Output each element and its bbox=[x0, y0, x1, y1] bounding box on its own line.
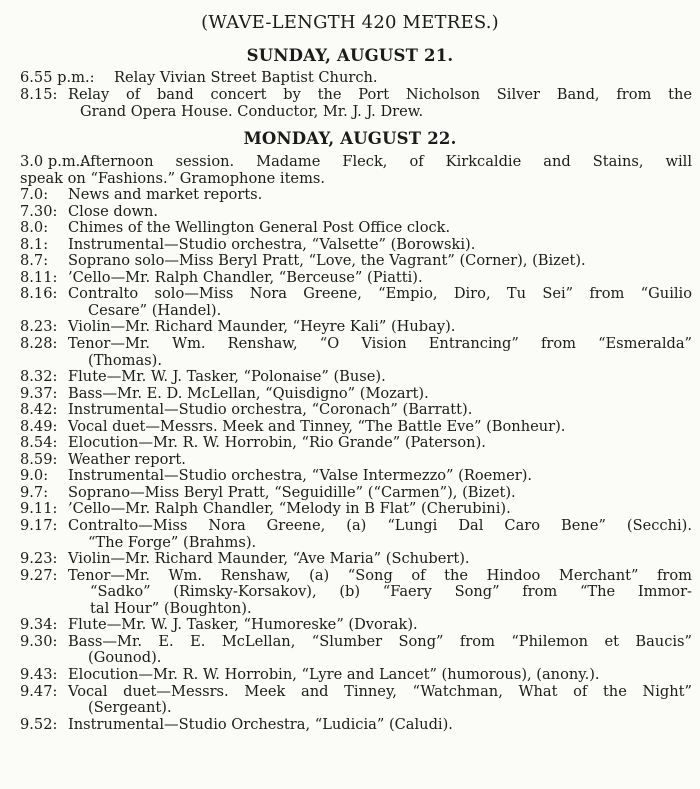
item-time: 8.28: bbox=[20, 335, 58, 353]
monday-schedule-item bbox=[0, 684, 700, 717]
item-text-line: Relay of band concert by the Port Nicholson Silver Band, from the bbox=[68, 85, 692, 103]
item-text-line: Elocution—Mr. R. W. Horrobin, “Lyre and Lancet” (humorous), (anony.). bbox=[68, 665, 600, 683]
item-text-line: “Sadko” (Rimsky-Korsakov), (b) “Faery Song” from “The Immor- bbox=[90, 583, 692, 601]
item-time: 8.16: bbox=[20, 285, 58, 303]
item-text-line: Violin—Mr. Richard Maunder, “Ave Maria” (Schubert). bbox=[68, 550, 470, 568]
monday-schedule-item bbox=[0, 485, 700, 502]
item-text-line: Afternoon session. Madame Fleck, of Kirkcaldie and Stains, will bbox=[80, 153, 692, 170]
monday-schedule-item bbox=[0, 286, 700, 319]
item-time: 9.52: bbox=[20, 715, 58, 733]
item-text-line: Instrumental—Studio orchestra, “Coronach” (Barratt). bbox=[68, 401, 473, 419]
item-time: 9.34: bbox=[20, 616, 58, 634]
item-time: 9.11: bbox=[20, 500, 58, 518]
item-time: 8.49: bbox=[20, 417, 58, 435]
monday-schedule-item bbox=[0, 518, 700, 551]
item-text-line: Instrumental—Studio orchestra, “Valsette” (Borowski). bbox=[68, 235, 476, 253]
item-description bbox=[0, 717, 692, 734]
item-text-line: Instrumental—Studio Orchestra, “Ludicia” (Caludi). bbox=[68, 715, 453, 733]
item-description bbox=[0, 369, 692, 386]
monday-schedule-item bbox=[0, 369, 700, 386]
item-text-line: Tenor—Mr. Wm. Renshaw, (a) “Song of the Hindoo Merchant” from bbox=[68, 566, 692, 584]
item-time: 9.7: bbox=[20, 483, 49, 501]
item-text-line: News and market reports. bbox=[68, 186, 263, 204]
item-time: 9.43: bbox=[20, 665, 58, 683]
item-text-line: Vocal duet—Messrs. Meek and Tinney, “Watchman, What of the Night” bbox=[68, 682, 692, 700]
item-description bbox=[0, 501, 692, 518]
item-time: 8.59: bbox=[20, 450, 58, 468]
monday-schedule-item bbox=[0, 568, 700, 618]
item-time: 8.0: bbox=[20, 219, 49, 237]
item-description bbox=[0, 419, 692, 436]
item-text-line: Bass—Mr. E. E. McLellan, “Slumber Song” from “Philemon et Baucis” bbox=[68, 632, 692, 650]
monday-schedule bbox=[0, 154, 700, 733]
item-text-line: speak on “Fashions.” Gramophone items. bbox=[20, 169, 326, 187]
item-description bbox=[0, 402, 692, 419]
item-time: 9.23: bbox=[20, 550, 58, 568]
item-text-line: Soprano solo—Miss Beryl Pratt, “Love, the Vagrant” (Corner), (Bizet). bbox=[68, 252, 586, 270]
item-description bbox=[0, 204, 692, 221]
item-time: 8.7: bbox=[20, 252, 49, 270]
item-description bbox=[0, 617, 692, 634]
item-text-line: Flute—Mr. W. J. Tasker, “Humoreske” (Dvorak). bbox=[68, 616, 418, 634]
item-description bbox=[0, 70, 692, 87]
item-description bbox=[0, 452, 692, 469]
item-text-line: Bass—Mr. E. D. McLellan, “Quisdigno” (Mozart). bbox=[68, 384, 429, 402]
item-text-line: Cesare” (Handel). bbox=[88, 301, 222, 319]
item-text-line: Contralto solo—Miss Nora Greene, “Empio, Diro, Tu Sei” from “Guilio bbox=[68, 285, 692, 303]
item-description bbox=[0, 684, 692, 717]
sunday-heading: SUNDAY, AUGUST 21. bbox=[246, 46, 454, 65]
item-text-line: “The Forge” (Brahms). bbox=[88, 533, 257, 551]
monday-schedule-item bbox=[0, 204, 700, 221]
sunday-schedule bbox=[0, 70, 700, 120]
item-text-line: Instrumental—Studio orchestra, “Valse Intermezzo” (Roemer). bbox=[68, 467, 533, 485]
item-time: 8.32: bbox=[20, 368, 58, 386]
item-description bbox=[0, 551, 692, 568]
monday-schedule-item bbox=[0, 435, 700, 452]
monday-schedule-item bbox=[0, 402, 700, 419]
item-time: 9.30: bbox=[20, 632, 58, 650]
item-text-line: tal Hour” (Boughton). bbox=[90, 599, 252, 617]
item-description bbox=[0, 319, 692, 336]
item-time: 9.0: bbox=[20, 467, 49, 485]
item-text-line: Relay Vivian Street Baptist Church. bbox=[114, 69, 378, 86]
item-time: 8.54: bbox=[20, 434, 58, 452]
monday-schedule-item bbox=[0, 253, 700, 270]
item-text-line: (Gounod). bbox=[88, 649, 162, 667]
item-description bbox=[0, 286, 692, 319]
sunday-schedule-item bbox=[0, 87, 700, 121]
item-text-line: ’Cello—Mr. Ralph Chandler, “Berceuse” (Piatti). bbox=[68, 268, 423, 286]
monday-schedule-item bbox=[0, 336, 700, 369]
monday-schedule-item bbox=[0, 237, 700, 254]
item-time: 8.23: bbox=[20, 318, 58, 336]
item-text-line: Weather report. bbox=[68, 450, 186, 468]
monday-schedule-item bbox=[0, 551, 700, 568]
item-time: 6.55 p.m.: bbox=[20, 69, 95, 86]
monday-schedule-item bbox=[0, 717, 700, 734]
monday-schedule-item bbox=[0, 187, 700, 204]
item-description bbox=[0, 87, 692, 121]
item-description bbox=[0, 667, 692, 684]
item-text-line: Close down. bbox=[68, 202, 159, 220]
item-text-line: ’Cello—Mr. Ralph Chandler, “Melody in B Flat” (Cherubini). bbox=[68, 500, 511, 518]
item-description bbox=[0, 336, 692, 369]
monday-schedule-item bbox=[0, 617, 700, 634]
item-description bbox=[0, 518, 692, 551]
item-description bbox=[0, 468, 692, 485]
item-time: 9.17: bbox=[20, 517, 58, 535]
item-description bbox=[0, 435, 692, 452]
item-description bbox=[0, 485, 692, 502]
item-time: 3.0 p.m.: bbox=[20, 153, 86, 170]
item-time: 8.11: bbox=[20, 268, 58, 286]
monday-heading: MONDAY, AUGUST 22. bbox=[243, 129, 457, 148]
item-time: 7.30: bbox=[20, 202, 58, 220]
monday-schedule-item bbox=[0, 667, 700, 684]
item-text-line: Grand Opera House. Conductor, Mr. J. J. Drew. bbox=[80, 102, 424, 120]
item-text-line: Vocal duet—Messrs. Meek and Tinney, “The Battle Eve” (Bonheur). bbox=[68, 417, 566, 435]
item-description bbox=[0, 270, 692, 287]
item-description bbox=[0, 568, 692, 618]
sunday-schedule-item bbox=[0, 70, 700, 87]
item-description bbox=[0, 187, 692, 204]
item-time: 9.37: bbox=[20, 384, 58, 402]
item-time: 8.15: bbox=[20, 85, 58, 103]
item-time: 7.0: bbox=[20, 186, 49, 204]
monday-schedule-item bbox=[0, 386, 700, 403]
item-text-line: Elocution—Mr. R. W. Horrobin, “Rio Grande” (Paterson). bbox=[68, 434, 486, 452]
item-time: 9.27: bbox=[20, 566, 58, 584]
item-description bbox=[0, 634, 692, 667]
monday-schedule-item bbox=[0, 154, 700, 187]
item-description bbox=[0, 386, 692, 403]
item-text-line: Contralto—Miss Nora Greene, (a) “Lungi Dal Caro Bene” (Secchi). bbox=[68, 517, 692, 535]
item-time: 8.1: bbox=[20, 235, 49, 253]
wavelength-heading: (WAVE-LENGTH 420 METRES.) bbox=[201, 12, 499, 33]
item-description bbox=[0, 253, 692, 270]
monday-schedule-item bbox=[0, 419, 700, 436]
monday-schedule-item bbox=[0, 501, 700, 518]
item-text-line: (Sergeant). bbox=[88, 699, 172, 717]
monday-schedule-item bbox=[0, 634, 700, 667]
item-text-line: Chimes of the Wellington General Post Office clock. bbox=[68, 219, 451, 237]
item-description bbox=[0, 154, 692, 187]
monday-schedule-item bbox=[0, 468, 700, 485]
monday-schedule-item bbox=[0, 319, 700, 336]
item-text-line: Soprano—Miss Beryl Pratt, “Seguidille” (“Carmen”), (Bizet). bbox=[68, 483, 516, 501]
item-text-line: Violin—Mr. Richard Maunder, “Heyre Kali” (Hubay). bbox=[68, 318, 456, 336]
item-time: 9.47: bbox=[20, 682, 58, 700]
monday-schedule-item bbox=[0, 220, 700, 237]
item-time: 8.42: bbox=[20, 401, 58, 419]
item-text-line: Tenor—Mr. Wm. Renshaw, “O Vision Entrancing” from “Esmeralda” bbox=[68, 335, 692, 353]
monday-schedule-item bbox=[0, 270, 700, 287]
item-description bbox=[0, 220, 692, 237]
item-text-line: Flute—Mr. W. J. Tasker, “Polonaise” (Buse). bbox=[68, 368, 386, 386]
item-text-line: (Thomas). bbox=[88, 351, 162, 369]
item-description bbox=[0, 237, 692, 254]
monday-schedule-item bbox=[0, 452, 700, 469]
